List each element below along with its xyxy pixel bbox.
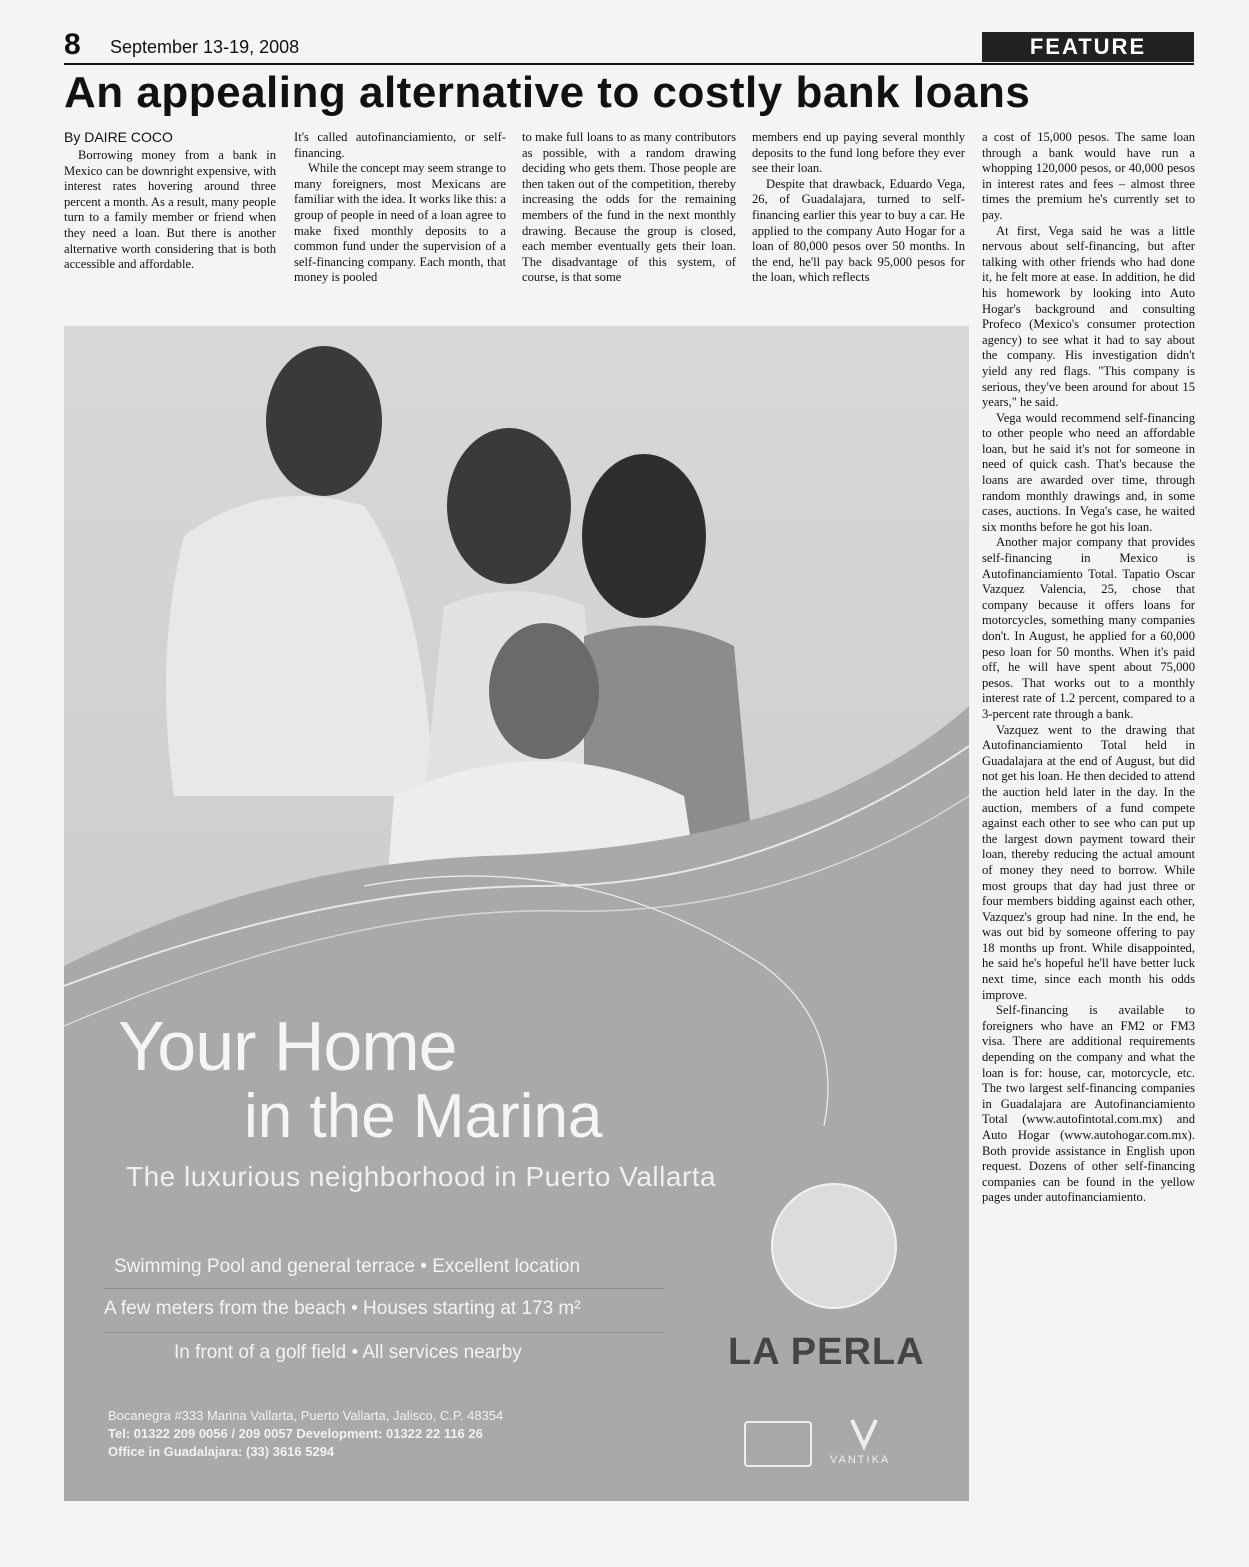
paragraph: Borrowing money from a bank in Mexico can be downright expensive, with interest rates hovering around three percent a month. As a result, many people turn to a family member or friend when they need a loan. But there is another alternative worth considering that is both accessible and affordable. xyxy=(64,148,276,272)
column-5 xyxy=(982,130,1195,1206)
paragraph: Another major company that provides self-financing in Mexico is Autofinanciamiento Total. Tapatio Oscar Vazquez Valencia, 25, chose that company because it offers loans for motorcycles, something many companies don't. In August, he applied for a 60,000 peso loan for 50 months. When it's paid off, he will have spent about 75,000 pesos. That works out to a monthly interest rate of 1.2 percent, compared to a 3-percent rate through a bank. xyxy=(982,535,1195,721)
column-4 xyxy=(752,130,965,286)
page-number: 8 xyxy=(64,28,81,61)
paragraph: Vazquez went to the drawing that Autofinanciamiento Total held in Guadalajara at the end of August, but did not get his loan. He then decided to attend the auction held later in the day. In the auction, members of a fund compete against each other to see who can put up the largest down payment toward their loan, thereby reducing the actual amount of money they need to borrow. While most groups that day had just three or four members bidding against each other, Vazquez's group had nine. In the end, he was out bid by someone offering to pay 18 months up front. While disappointed, he said he's hopeful he'll have better luck next time, since each month his odds improve. xyxy=(982,722,1195,1002)
ad-feature: In front of a golf field • All services nearby xyxy=(174,1342,522,1363)
ad-feature: Swimming Pool and general terrace • Excellent location xyxy=(114,1256,581,1277)
column-3 xyxy=(522,130,736,286)
ad-address: Bocanegra #333 Marina Vallarta, Puerto Vallarta, Jalisco, C.P. 48354 xyxy=(108,1408,504,1423)
page-header xyxy=(64,28,1194,62)
paragraph: At first, Vega said he was a little nervous about self-financing, but after talking with other friends who had done it, he felt more at ease. In addition, he did his homework by looking into Auto Hogar's background and consulting Profeco (Mexico's consumer protection agency) to see what it had to say about the company. His investigation didn't yield any red flags. "This company is serious, they've been around for about 15 years," he said. xyxy=(982,223,1195,410)
ad-tagline: The luxurious neighborhood in Puerto Vallarta xyxy=(126,1161,717,1192)
header-rule xyxy=(64,63,1194,65)
section-label: FEATURE xyxy=(982,32,1194,62)
developer-logo-icon xyxy=(744,1421,812,1467)
article-headline: An appealing alternative to costly bank loans xyxy=(64,68,1031,117)
ad-headline-line1: Your Home xyxy=(118,1007,457,1085)
byline: By DAIRE COCO xyxy=(64,129,173,145)
ad-office: Office in Guadalajara: (33) 3616 5294 xyxy=(108,1444,335,1459)
ad-feature: A few meters from the beach • Houses starting at 173 m² xyxy=(104,1298,581,1319)
ad-photo-illustration xyxy=(64,326,969,1501)
paragraph: a cost of 15,000 pesos. The same loan through a bank would have run a whopping 120,000 pesos, or 40,000 pesos in interest rates and fees – almost three times the premium he's currently set to pay. xyxy=(982,130,1195,222)
ad-headline-line2: in the Marina xyxy=(244,1082,603,1151)
column-1 xyxy=(64,148,276,273)
paragraph: Vega would recommend self-financing to other people who need an affordable loan, but he said it's not for someone in need of quick cash. That's because the loans are awarded over time, through random monthly drawings and, in some cases, auctions. In Vega's case, he waited six months before he got his loan. xyxy=(982,410,1195,534)
brand-logo-text: LA PERLA xyxy=(728,1331,925,1373)
advertisement xyxy=(64,326,969,1501)
paragraph: It's called autofinanciamiento, or self-financing. xyxy=(294,130,506,160)
ad-divider xyxy=(104,1332,664,1333)
paragraph: Self-financing is available to foreigners who have an FM2 or FM3 visa. There are additional requirements depending on the company and what the loan is for: house, car, motorcycle, etc. The two largest self-financing companies in Guadalajara are Autofinanciamiento Total (www.autofintotal.com.mx) and Auto Hogar (www.autohogar.com.mx). Both provide assistance in English upon request. Dozens of other self-financing companies can be found in the yellow pages under autofinanciamiento. xyxy=(982,1003,1195,1205)
vantika-logo-text: VANTIKA xyxy=(830,1454,891,1466)
paragraph: members end up paying several monthly deposits to the fund long before they ever see their loan. xyxy=(752,130,965,176)
paragraph: While the concept may seem strange to many foreigners, most Mexicans are familiar with the idea. It works like this: a group of people in need of a loan agree to make fixed monthly deposits to a common fund under the supervision of a self-financing company. Each month, that money is pooled xyxy=(294,161,506,285)
ad-phones: Tel: 01322 209 0056 / 209 0057 Development: 01322 22 116 26 xyxy=(108,1426,483,1441)
paragraph: Despite that drawback, Eduardo Vega, 26, of Guadalajara, turned to self-financing earlier this year to buy a car. He applied to the company Auto Hogar for a loan of 80,000 pesos over 50 months. In the end, he'll pay back 95,000 pesos for the loan, which reflects xyxy=(752,176,965,285)
paragraph: to make full loans to as many contributors as possible, with a random drawing deciding who gets them. Those people are then taken out of the competition, thereby increasing the odds for the remaining members of the fund in the next monthly drawing. Because the group is closed, each member eventually gets their loan. The disadvantage of this system, of course, is that some xyxy=(522,130,736,285)
issue-date: September 13-19, 2008 xyxy=(110,37,300,57)
ad-divider xyxy=(104,1288,664,1289)
column-2 xyxy=(294,130,506,286)
